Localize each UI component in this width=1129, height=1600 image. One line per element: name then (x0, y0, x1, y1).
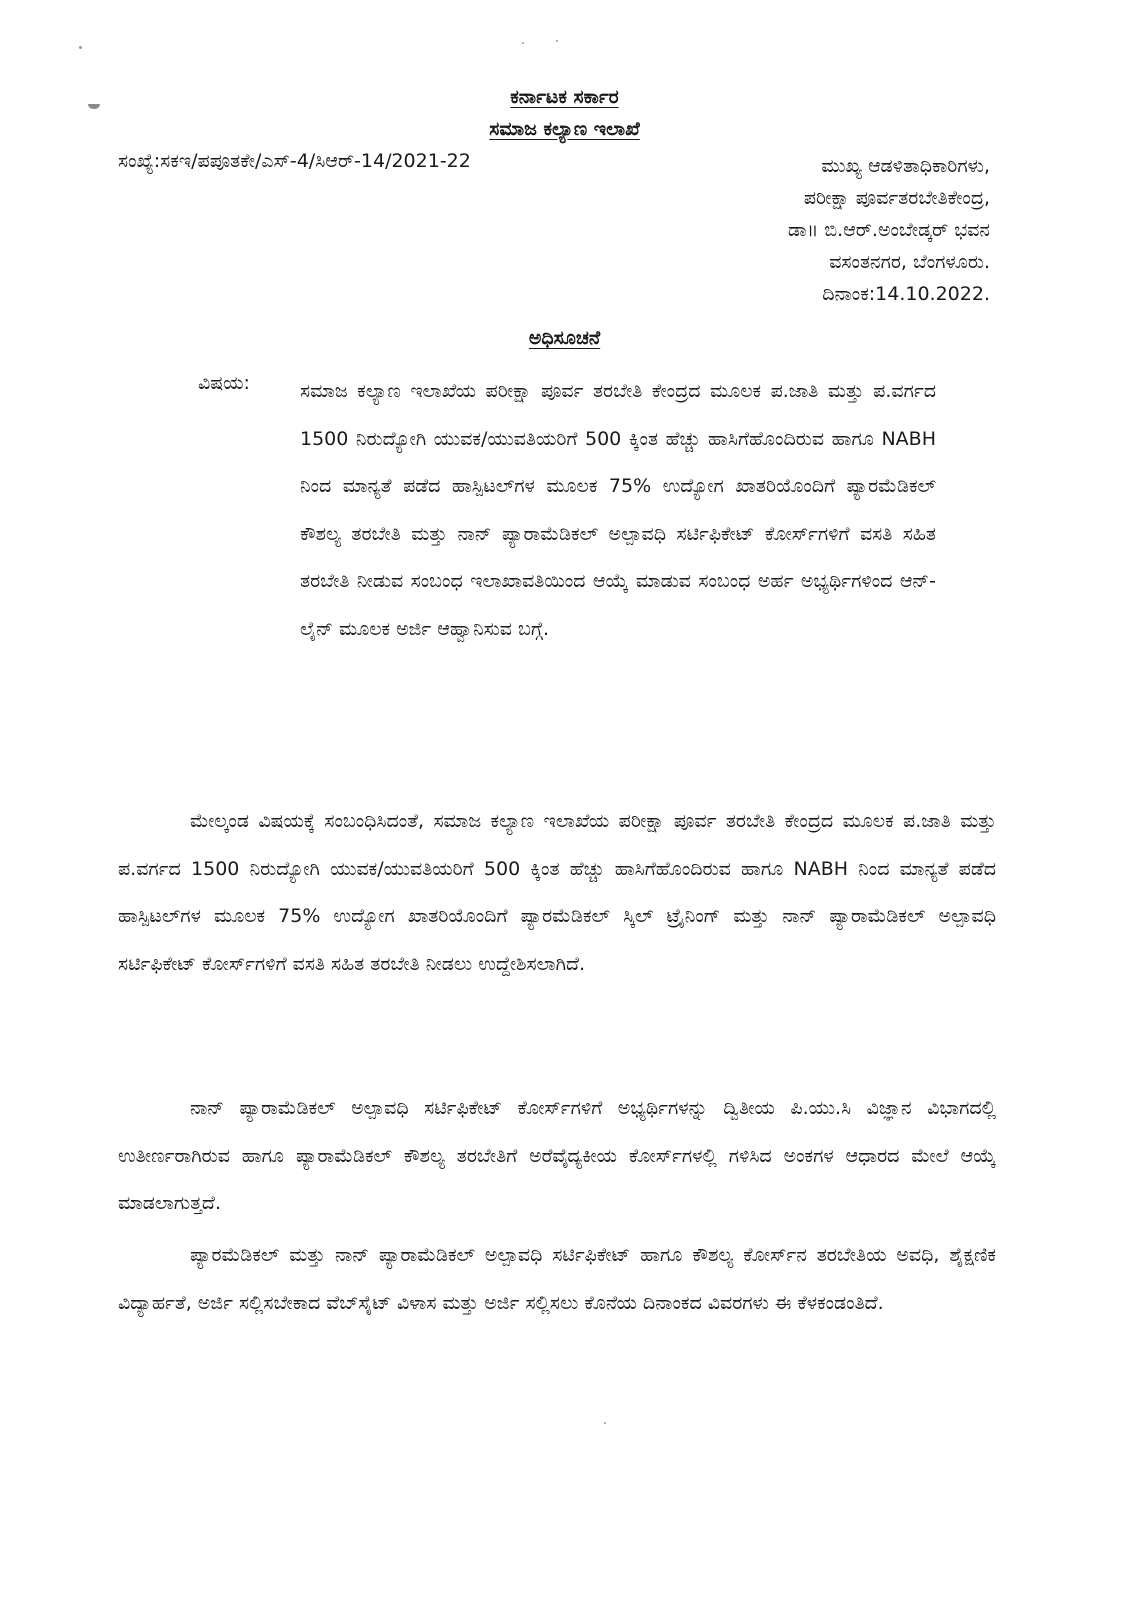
scan-speck (79, 46, 82, 49)
reference-number: ಸಂಖ್ಯೆ:ಸಕಇ/ಪಪೂತಕೇ/ಎಸ್-4/ಸಿಆರ್-14/2021-22 (118, 150, 471, 172)
address-block (700, 150, 990, 310)
address-line: ಮುಖ್ಯ ಆಡಳಿತಾಧಿಕಾರಿಗಳು, (821, 155, 990, 177)
subject-label: ವಿಷಯ: (198, 372, 250, 394)
body-paragraph: ಮೇಲ್ಕಂಡ ವಿಷಯಕ್ಕೆ ಸಂಬಂಧಿಸಿದಂತೆ, ಸಮಾಜ ಕಲ್ಯಾಣ ಇಲಾಖೆಯ ಪರೀಕ್ಷಾ ಪೂರ್ವ ತರಬೇತಿ ಕೇಂದ್ರದ ಮೂಲಕ ಪ.ಜಾತಿ ಮತ್ತು ಪ.ವರ್ಗದ 1500 ನಿರುದ್ಯೋಗಿ ಯುವಕ/ಯುವತಿಯರಿಗೆ 500 ಕ್ಕಿಂತ ಹೆಚ್ಚು ಹಾಸಿಗೆಹೊಂದಿರುವ ಹಾಗೂ NABH ನಿಂದ ಮಾನ್ಯತೆ ಪಡೆದ ಹಾಸ್ಪಿಟಲ್‌ಗಳ ಮೂಲಕ 75% ಉದ್ಯೋಗ ಖಾತರಿಯೊಂದಿಗೆ ಪ್ಯಾರಮೆಡಿಕಲ್ ಸ್ಕಿಲ್ ಟ್ರೈನಿಂಗ್ ಮತ್ತು ನಾನ್ ಪ್ಯಾರಾಮೆಡಿಕಲ್ ಅಲ್ಪಾವಧಿ ಸರ್ಟಿಫಿಕೇಟ್ ಕೋರ್ಸ್‌ಗಳಿಗೆ ವಸತಿ ಸಹಿತ ತರಬೇತಿ ನೀಡಲು ಉದ್ದೇಶಿಸಲಾಗಿದೆ. (118, 810, 996, 975)
notification-title: ಅಧಿಸೂಚನೆ (528, 327, 601, 349)
subject-text: ಸಮಾಜ ಕಲ್ಯಾಣ ಇಲಾಖೆಯ ಪರೀಕ್ಷಾ ಪೂರ್ವ ತರಬೇತಿ ಕೇಂದ್ರದ ಮೂಲಕ ಪ.ಜಾತಿ ಮತ್ತು ಪ.ವರ್ಗದ 1500 ನಿರುದ್ಯೋಗಿ ಯುವಕ/ಯುವತಿಯರಿಗೆ 500 ಕ್ಕಿಂತ ಹೆಚ್ಚು ಹಾಸಿಗೆಹೊಂದಿರುವ ಹಾಗೂ NABH ನಿಂದ ಮಾನ್ಯತೆ ಪಡೆದ ಹಾಸ್ಪಿಟಲ್‌ಗಳ ಮೂಲಕ 75% ಉದ್ಯೋಗ ಖಾತರಿಯೊಂದಿಗೆ ಪ್ಯಾರಮೆಡಿಕಲ್ ಕೌಶಲ್ಯ ತರಬೇತಿ ಮತ್ತು ನಾನ್ ಪ್ಯಾರಾಮೆಡಿಕಲ್ ಅಲ್ಪಾವಧಿ ಸರ್ಟಿಫಿಕೇಟ್ ಕೋರ್ಸ್‌ಗಳಿಗೆ ವಸತಿ ಸಹಿತ ತರಬೇತಿ ನೀಡುವ ಸಂಬಂಧ ಇಲಾಖಾವತಿಯಿಂದ ಆಯ್ಕೆ ಮಾಡುವ ಸಂಬಂಧ ಅರ್ಹ ಅಭ್ಯರ್ಥಿಗಳಿಂದ ಆನ್-ಲೈನ್ ಮೂಲಕ ಅರ್ಜಿ ಆಹ್ವಾನಿಸುವ ಬಗ್ಗೆ. (300, 380, 936, 640)
body-paragraph: ಪ್ಯಾರಮೆಡಿಕಲ್ ಮತ್ತು ನಾನ್ ಪ್ಯಾರಾಮೆಡಿಕಲ್ ಅಲ್ಪಾವಧಿ ಸರ್ಟಿಫಿಕೇಟ್ ಹಾಗೂ ಕೌಶಲ್ಯ ಕೋರ್ಸ್‌ನ ತರಬೇತಿಯ ಅವಧಿ, ಶೈಕ್ಷಣಿಕ ವಿದ್ಯಾರ್ಹತೆ, ಅರ್ಜಿ ಸಲ್ಲಿಸಬೇಕಾದ ವೆಬ್‌ಸೈಟ್ ವಿಳಾಸ ಮತ್ತು ಅರ್ಜಿ ಸಲ್ಲಿಸಲು ಕೊನೆಯ ದಿನಾಂಕದ ವಿವರಗಳು ಈ ಕೆಳಕಂಡಂತಿದೆ. (118, 1244, 996, 1314)
scan-speck (556, 40, 558, 42)
scan-speck (522, 42, 524, 44)
department-title: ಸಮಾಜ ಕಲ್ಯಾಣ ಇಲಾಖೆ (489, 118, 640, 140)
scan-speck (604, 1422, 606, 1424)
address-line: ವಸಂತನಗರ, ಬೆಂಗಳೂರು. (829, 251, 990, 273)
date-line: ದಿನಾಂಕ:14.10.2022. (822, 283, 990, 305)
body-paragraph: ನಾನ್ ಪ್ಯಾರಾಮೆಡಿಕಲ್ ಅಲ್ಪಾವಧಿ ಸರ್ಟಿಫಿಕೇಟ್ ಕೋರ್ಸ್‌ಗಳಿಗೆ ಅಭ್ಯರ್ಥಿಗಳನ್ನು ದ್ವಿತೀಯ ಪಿ.ಯು.ಸಿ ವಿಜ್ಞಾನ ವಿಭಾಗದಲ್ಲಿ ಉತೀರ್ಣರಾಗಿರುವ ಹಾಗೂ ಪ್ಯಾರಾಮೆಡಿಕಲ್ ಕೌಶಲ್ಯ ತರಬೇತಿಗೆ ಅರೆವೈದ್ಯಕೀಯ ಕೋರ್ಸ್‌ಗಳಲ್ಲಿ ಗಳಿಸಿದ ಅಂಕಗಳ ಆಧಾರದ ಮೇಲೆ ಆಯ್ಕೆ ಮಾಡಲಾಗುತ್ತದೆ. (118, 1097, 996, 1214)
government-title: ಕರ್ನಾಟಕ ಸರ್ಕಾರ (510, 86, 619, 108)
address-line: ಡಾ॥ ಬಿ.ಆರ್.ಅಂಬೇಡ್ಕರ್ ಭವನ (787, 219, 990, 241)
address-line: ಪರೀಕ್ಷಾ ಪೂರ್ವತರಬೇತಿಕೇಂದ್ರ, (803, 187, 990, 209)
